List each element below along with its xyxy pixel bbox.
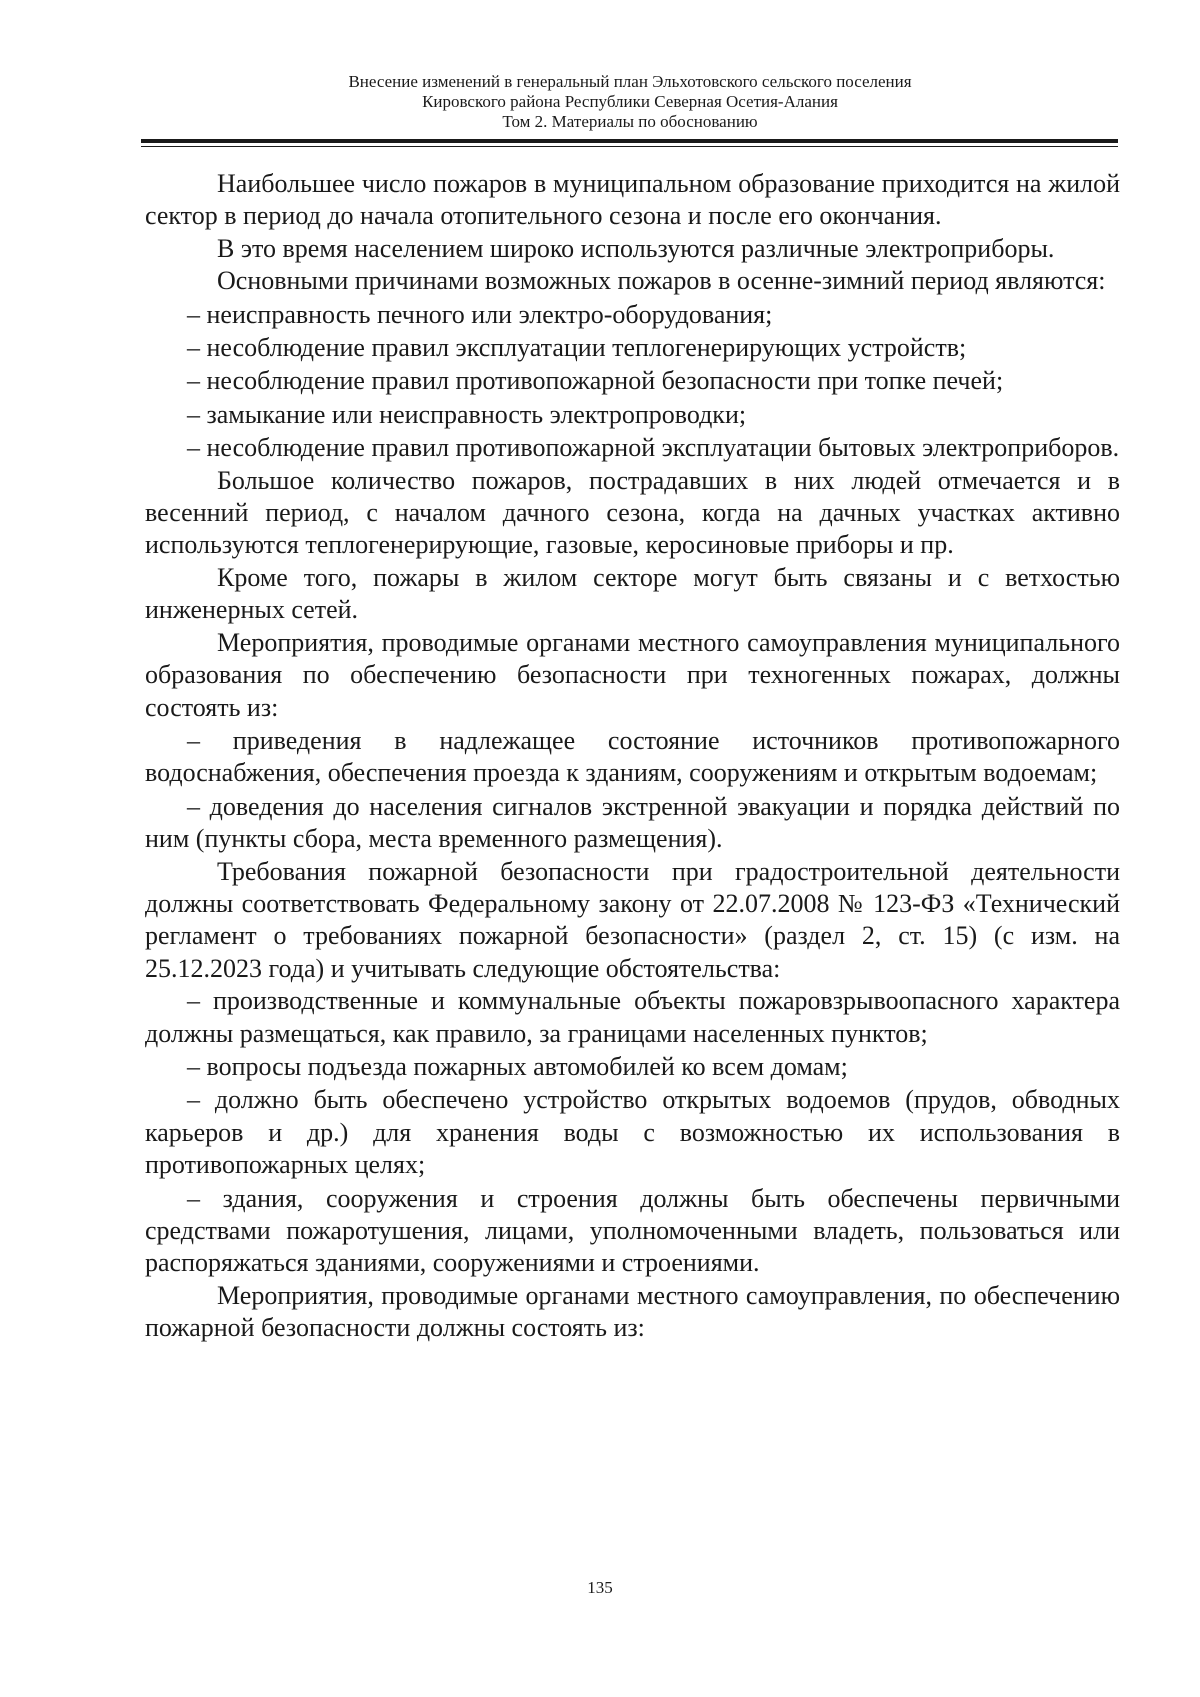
body-paragraph: Требования пожарной безопасности при градостроительной деятельности должны соответствовать Федеральному закону от 22.07.2008 № 123-ФЗ «Технический регламент о требованиях пожарной безопасности» (раздел 2, ст. 15) (с изм. на 25.12.2023 года) и учитывать следующие обстоятельства: xyxy=(145,856,1120,983)
list-item: – здания, сооружения и строения должны быть обеспечены первичными средствами пожаротушения, лицами, уполномоченными владеть, пользоваться или распоряжаться зданиями, сооружениями и строениями. xyxy=(145,1183,1120,1278)
header-line-2: Кировского района Республики Северная Осетия-Алания xyxy=(422,92,838,111)
list-item: – вопросы подъезда пожарных автомобилей ко всем домам; xyxy=(187,1051,848,1081)
list-item: – замыкание или неисправность электропроводки; xyxy=(187,399,747,429)
body-paragraph: Большое количество пожаров, пострадавших в них людей отмечается и в весенний период, с началом дачного сезона, когда на дачных участках активно используются теплогенерирующие, газовые, керосиновые приборы и пр. xyxy=(145,465,1120,560)
page-number: 135 xyxy=(587,1578,613,1597)
list-item: – приведения в надлежащее состояние источников противопожарного водоснабжения, обеспечения проезда к зданиям, сооружениям и открытым водоемам; xyxy=(145,725,1120,788)
header-line-1: Внесение изменений в генеральный план Эльхотовского сельского поселения xyxy=(348,72,912,91)
list-item: – производственные и коммунальные объекты пожаровзрывоопасного характера должны размещаться, как правило, за границами населенных пунктов; xyxy=(145,986,1120,1048)
list-item: – неисправность печного или электро-оборудования; xyxy=(187,299,773,329)
list-item: – несоблюдение правил противопожарной эксплуатации бытовых электроприборов. xyxy=(187,433,1120,463)
list-item: – несоблюдение правил противопожарной безопасности при топке печей; xyxy=(187,366,1004,396)
list-item: – несоблюдение правил эксплуатации теплогенерирующих устройств; xyxy=(187,333,967,363)
list-item: – должно быть обеспечено устройство открытых водоемов (прудов, обводных карьеров и др.) для хранения воды с возможностью их использования в противопожарных целях; xyxy=(145,1085,1120,1180)
header-line-3: Том 2. Материалы по обоснованию xyxy=(502,112,758,131)
body-paragraph: Кроме того, пожары в жилом секторе могут быть связаны и с ветхостью инженерных сетей. xyxy=(145,562,1120,625)
header-rule-thin xyxy=(141,146,1118,147)
body-paragraph: Наибольшее число пожаров в муниципальном образование приходится на жилой сектор в период до начала отопительного сезона и после его окончания. xyxy=(145,169,1120,231)
list-item: – доведения до населения сигналов экстренной эвакуации и порядка действий по ним (пункты сбора, места временного размещения). xyxy=(145,791,1120,854)
document-body xyxy=(145,168,1120,1345)
body-paragraph: Мероприятия, проводимые органами местного самоуправления муниципального образования по обеспечению безопасности при техногенных пожарах, должны состоять из: xyxy=(145,627,1120,722)
header-rule-thick xyxy=(141,139,1118,143)
body-paragraph: Основными причинами возможных пожаров в осенне-зимний период являются: xyxy=(217,266,1106,296)
body-paragraph: Мероприятия, проводимые органами местного самоуправления, по обеспечению пожарной безопасности должны состоять из: xyxy=(145,1280,1120,1343)
running-header xyxy=(140,72,1120,132)
body-paragraph: В это время населением широко используются различные электроприборы. xyxy=(217,233,1055,263)
